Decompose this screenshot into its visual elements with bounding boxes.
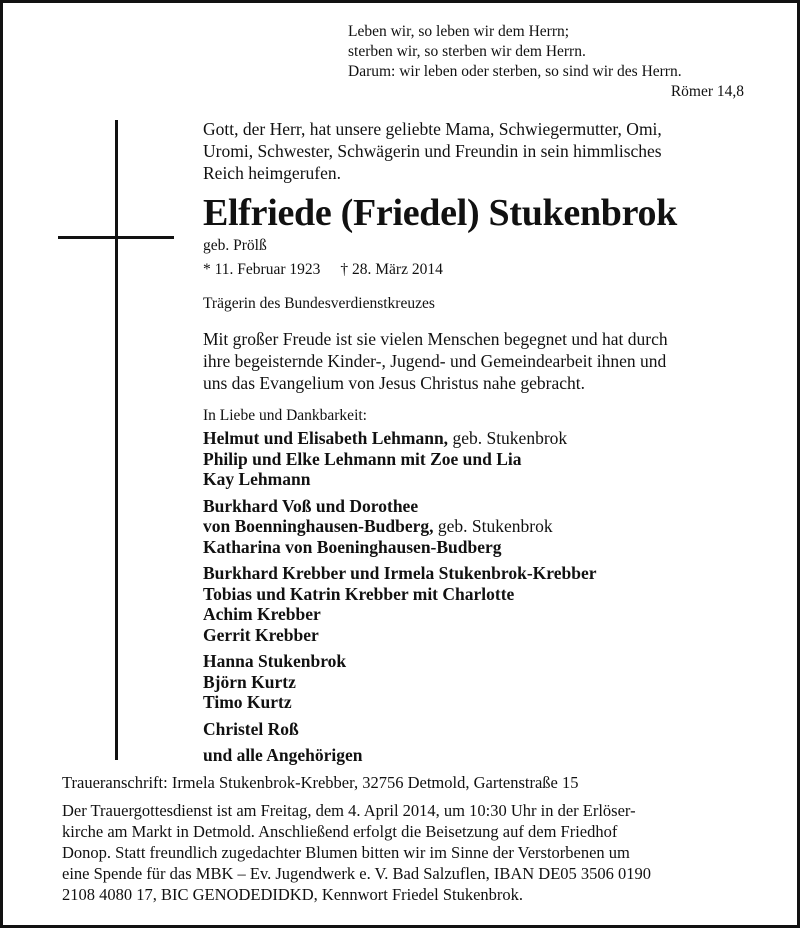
mourner-group <box>203 563 748 645</box>
mourner-line <box>203 745 748 766</box>
mourner-name: Gerrit Krebber <box>203 624 319 645</box>
mourner-name: von Boenninghausen-Budberg, <box>203 516 434 536</box>
mourner-line <box>203 428 748 449</box>
tribute-line: uns das Evangelium von Jesus Christus nahe gebracht. <box>203 373 586 393</box>
verse-line: sterben wir, so sterben wir dem Herrn. <box>348 43 586 60</box>
tribute-line: Mit großer Freude ist sie vielen Menschen begegnet und hat durch <box>203 329 668 349</box>
intro-line: Reich heimgerufen. <box>203 163 342 183</box>
mourner-line <box>203 563 748 584</box>
mourner-group <box>203 719 748 740</box>
mourner-line <box>203 651 748 672</box>
service-line: eine Spende für das MBK – Ev. Jugendwerk e. V. Bad Salzuflen, IBAN DE05 3506 0190 <box>62 864 652 883</box>
mourner-name: Philip und Elke Lehmann mit Zoe und Lia <box>203 448 522 469</box>
notice-body <box>203 118 748 766</box>
mourner-line <box>203 516 748 537</box>
mourner-name: Christel Roß <box>203 718 299 739</box>
verse-reference: Römer 14,8 <box>670 83 744 100</box>
mourner-name: Achim Krebber <box>203 604 321 624</box>
service-line: Donop. Statt freundlich zugedachter Blumen bitten wir im Sinne der Verstorbenen um <box>62 843 630 862</box>
intro-text <box>203 118 748 184</box>
award-text: Trägerin des Bundesverdienstkreuzes <box>203 295 435 312</box>
mourner-group <box>203 496 748 558</box>
cross-icon-horizontal <box>58 236 174 239</box>
mourner-name: Helmut und Elisabeth Lehmann, <box>203 428 449 448</box>
mourner-name: Hanna Stukenbrok <box>203 651 347 671</box>
mourner-name: Björn Kurtz <box>203 671 296 692</box>
mourner-line <box>203 604 748 625</box>
bible-verse <box>348 22 744 102</box>
mourner-group <box>203 651 748 713</box>
funeral-info <box>62 772 742 905</box>
mourner-name: Burkhard Voß und Dorothee <box>203 495 419 516</box>
death-date: † 28. März 2014 <box>340 261 443 278</box>
service-line: Der Trauergottesdienst ist am Freitag, dem 4. April 2014, um 10:30 Uhr in der Erlöser- <box>62 801 636 820</box>
mourner-name: Katharina von Boeninghausen-Budberg <box>203 536 502 557</box>
mourner-name: Burkhard Krebber und Irmela Stukenbrok-Krebber <box>203 563 597 583</box>
mourner-name: Timo Kurtz <box>203 692 292 712</box>
birth-name: geb. Prölß <box>203 237 267 254</box>
life-dates <box>203 260 748 280</box>
mourner-group <box>203 428 748 490</box>
mourners-heading: In Liebe und Dankbarkeit: <box>203 407 367 424</box>
verse-line: Darum: wir leben oder sterben, so sind wir des Herrn. <box>348 63 682 80</box>
mourner-line <box>203 449 748 470</box>
mourner-line <box>203 469 748 490</box>
verse-line: Leben wir, so leben wir dem Herrn; <box>348 23 570 40</box>
mourning-address: Traueranschrift: Irmela Stukenbrok-Krebber, 32756 Detmold, Gartenstraße 15 <box>62 773 579 792</box>
mourner-line <box>203 496 748 517</box>
mourner-line <box>203 692 748 713</box>
mourner-line <box>203 584 748 605</box>
mourner-group <box>203 745 748 766</box>
service-line: kirche am Markt in Detmold. Anschließend erfolgt die Beisetzung auf dem Friedhof <box>62 822 618 841</box>
service-line: 2108 4080 17, BIC GENODEDIDKD, Kennwort Friedel Stukenbrok. <box>62 885 524 904</box>
tribute-text <box>203 328 748 394</box>
mourner-line <box>203 672 748 693</box>
service-text <box>62 800 742 905</box>
mourner-suffix: geb. Stukenbrok <box>433 516 553 536</box>
mourner-name: Tobias und Katrin Krebber mit Charlotte <box>203 583 515 604</box>
intro-line: Gott, der Herr, hat unsere geliebte Mama, Schwiegermutter, Omi, <box>203 119 662 139</box>
deceased-name: Elfriede (Friedel) Stukenbrok <box>203 192 678 234</box>
mourner-line <box>203 719 748 740</box>
mourner-line <box>203 537 748 558</box>
cross-icon-vertical <box>115 120 118 760</box>
birth-date: * 11. Februar 1923 <box>203 261 321 278</box>
mourner-name: und alle Angehörigen <box>203 745 363 765</box>
intro-line: Uromi, Schwester, Schwägerin und Freundin in sein himmlisches <box>203 141 662 161</box>
mourner-line <box>203 625 748 646</box>
mourner-name: Kay Lehmann <box>203 469 311 489</box>
mourner-suffix: geb. Stukenbrok <box>448 428 568 448</box>
tribute-line: ihre begeisternde Kinder-, Jugend- und Gemeindearbeit ihnen und <box>203 351 667 371</box>
